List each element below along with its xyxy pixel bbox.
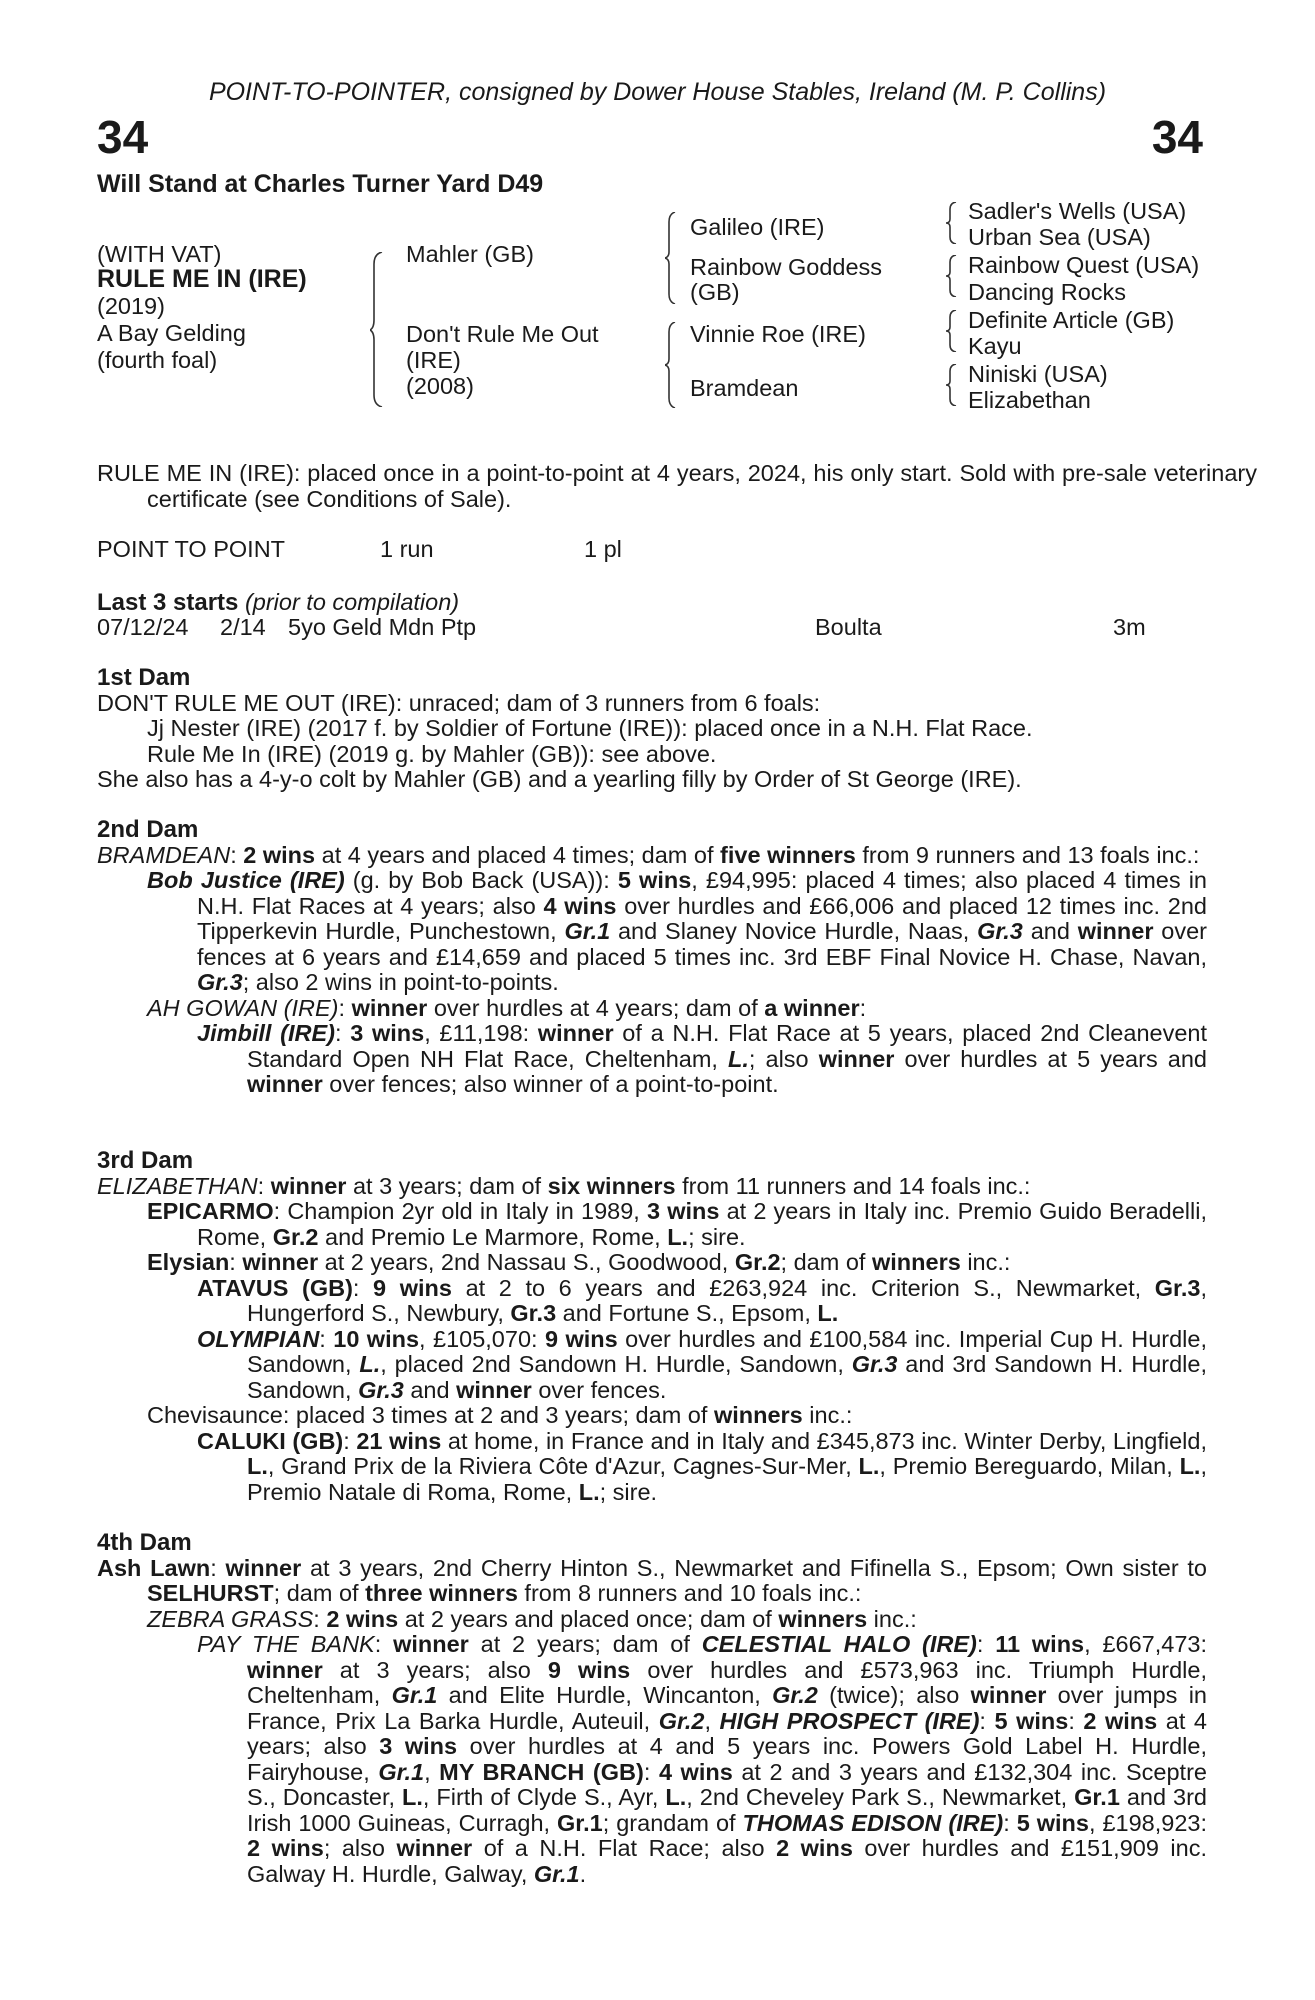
text: : [257,1172,271,1199]
atavus-entry [197,1276,1207,1327]
wins: 10 wins [333,1325,420,1352]
winner: winner [351,994,428,1021]
first-dam-title: 1st Dam [97,664,191,691]
winner: winner [396,1835,473,1861]
wins: 2 wins [247,1835,324,1861]
winner: winner [393,1631,469,1657]
wins: 9 wins [547,1656,631,1683]
wins: 21 wins [356,1427,442,1454]
text: at 4 years and placed 4 times; dam of [315,841,721,868]
text: at 4 years; also [247,1707,1207,1759]
horse: HIGH PROSPECT (IRE) [719,1707,980,1734]
ancestor-6: Kayu [968,333,1022,359]
horse-year: (2019) [97,293,165,319]
horse: Jimbill (IRE) [197,1020,335,1046]
grade: L. [578,1478,600,1505]
ancestor-2: Urban Sea (USA) [968,224,1151,250]
grade: L. [667,1223,689,1250]
grade: Gr.2 [658,1707,705,1734]
wins: 11 wins [995,1631,1085,1657]
text: : [313,1605,327,1632]
sire-sire: Galileo (IRE) [690,214,825,240]
text: Chevisaunce: placed 3 times at 2 and 3 years; dam of [147,1402,714,1428]
winner: winner [225,1554,302,1581]
text: : [374,1631,394,1657]
text: and 3rd Irish 1000 Guineas, Curragh, [247,1784,1207,1836]
text: : [343,1427,357,1454]
g-brace-4 [946,364,958,406]
start-distance: 3m [1113,614,1146,640]
second-dam-title: 2nd Dam [97,816,199,843]
horse-description: A Bay Gelding [97,320,246,346]
grade: L. [402,1784,423,1810]
text: , £105,070: [419,1325,545,1352]
wins: 9 wins [544,1325,618,1352]
winners: winners [871,1249,961,1275]
ancestor-4: Dancing Rocks [968,279,1127,305]
text: at 2 years, 2nd Nassau S., Goodwood, [318,1249,735,1275]
text: ; also 2 wins in point-to-points. [242,969,559,995]
text: over fences. [531,1376,667,1403]
last-starts-title: Last 3 starts [97,589,239,616]
text: ; dam of [273,1580,366,1606]
wins: 3 wins [379,1733,458,1759]
text: : [229,1249,243,1275]
wins: 5 wins [994,1707,1069,1734]
text: , Firth of Clyde S., Ayr, [422,1784,666,1810]
start-race: 5yo Geld Mdn Ptp [288,614,477,640]
text: of a N.H. Flat Race at 5 years, placed 2nd Cleanevent Standard Open NH Flat Race, Cheltenham, [247,1020,1207,1072]
text: at home, in France and in Italy and £345,873 inc. Winter Derby, Lingfield, [441,1427,1207,1454]
chevisaunce-entry [147,1403,1207,1429]
vat-note: (WITH VAT) [97,241,222,267]
wins: 3 wins [646,1198,720,1224]
text: and Slaney Novice Hurdle, Naas, [610,918,978,944]
text: ; sire. [599,1478,658,1505]
text: over hurdles and £100,584 inc. Imperial Cup H. Hurdle, Sandown, [247,1325,1208,1377]
text: over hurdles at 5 years and [894,1045,1207,1072]
ancestor-5: Definite Article (GB) [968,307,1175,333]
p2p-label: POINT TO POINT [97,536,286,562]
elysian-entry [147,1250,1207,1276]
text: . [579,1860,587,1887]
first-dam-produce-1: Jj Nester (IRE) (2017 f. by Soldier of Fortune (IRE)): placed once in a N.H. Flat Race. [147,715,1033,741]
horse: SELHURST [147,1580,274,1606]
text: : [976,1631,996,1657]
text: , 2nd Cheveley Park S., Newmarket, [686,1784,1075,1810]
text: (g. by Bob Back (USA)): [344,867,618,893]
text: over jumps in France, Prix La Barka Hurdle, Auteuil, [247,1682,1207,1734]
winner: winner [1077,918,1154,944]
fourth-dam-section [97,1530,1207,1887]
pay-the-bank-entry [197,1632,1207,1887]
caluki-entry [197,1429,1207,1506]
olympian-entry [197,1327,1207,1404]
text: over hurdles at 4 and 5 years inc. Powers Gold Label H. Hurdle, Fairyhouse, [247,1733,1207,1785]
jimbill-entry [197,1021,1207,1098]
text: inc.: [960,1249,1011,1275]
wins: 2 wins [1083,1707,1158,1734]
text: and 3rd Sandown H. Hurdle, Sandown, [247,1351,1207,1403]
winners: five winners [720,841,856,868]
horse: ATAVUS (GB) [197,1274,353,1301]
winner: winner [456,1376,532,1403]
text: at 3 years, 2nd Cherry Hinton S., Newmarket and Fifinella S., Epsom; Own sister to [301,1554,1207,1581]
foal-note: (fourth foal) [97,347,218,373]
grade: Gr.3 [977,918,1023,944]
first-dam-line: DON'T RULE ME OUT (IRE): unraced; dam of 3 runners from 6 foals: [97,689,821,716]
p2p-runs: 1 run [380,536,434,562]
pedigree-table [0,200,1315,420]
horse: EPICARMO [147,1198,274,1224]
text: at 2 years; dam of [468,1631,702,1657]
grade: Gr.3 [197,969,243,995]
text: , £11,198: [424,1020,538,1046]
horse: CELESTIAL HALO (IRE) [701,1631,977,1657]
grade: L. [1179,1453,1201,1479]
pedigree-brace [370,252,384,407]
text: over fences at 6 years and £14,659 and placed 5 times inc. 3rd EBF Final Novice H. Chase, Navan, [197,918,1208,970]
winner: winner [970,1682,1047,1708]
wins: 5 wins [617,867,692,893]
winners: winners [713,1402,803,1428]
dam-brace [665,322,677,408]
text: of a N.H. Flat Race; also [472,1835,777,1861]
text: : [859,994,867,1021]
text: and [1022,918,1078,944]
winners: six winners [547,1172,676,1199]
dam-name-line2: (IRE) [406,347,461,373]
winner: winner [270,1172,347,1199]
g-brace-3 [946,310,958,352]
text: (twice); also [817,1682,971,1708]
grade: L. [817,1300,839,1326]
wins: 9 wins [373,1274,452,1301]
wins: 3 wins [350,1020,425,1046]
text: from 9 runners and 13 foals inc.: [855,841,1200,868]
fourth-dam-title: 4th Dam [97,1529,192,1556]
dam-name: Ash Lawn [97,1554,211,1581]
grade: L. [728,1045,749,1072]
winner: winner [818,1045,895,1072]
horse: CALUKI (GB) [197,1427,344,1454]
winner: winner [247,1071,323,1097]
grade: L. [359,1351,381,1377]
last-starts-heading [97,590,459,616]
text: : [352,1274,374,1301]
text: ; grandam of [602,1809,743,1836]
text: at 2 years and placed once; dam of [398,1605,779,1632]
grade: Gr.1 [391,1682,438,1708]
text: : [210,1554,226,1581]
sire-dam-line1: Rainbow Goddess [690,254,883,280]
first-dam-section [97,665,1207,793]
text: : [643,1758,659,1785]
grade: Gr.1 [564,918,611,944]
dam-dam: Bramdean [690,375,799,401]
text: ; dam of [780,1249,872,1275]
lot-number-right: 34 [1151,111,1203,163]
text: at 2 years in Italy inc. Premio Guido Beradelli, Rome, [197,1198,1207,1250]
text: , Hungerford S., Newbury, [247,1274,1207,1326]
wins: 4 wins [543,892,617,919]
race-summary: RULE ME IN (IRE): placed once in a point-to-point at 4 years, 2024, his only start. Sold with pre-sale veterinary certificate (see Conditions of Sale). [97,460,1257,512]
second-dam-section [97,817,1207,1098]
text: , [704,1707,720,1734]
text: : [230,841,244,868]
text: over hurdles and £573,963 inc. Triumph Hurdle, Cheltenham, [247,1656,1207,1708]
text: over hurdles at 4 years; dam of [427,994,765,1021]
stand-location: Will Stand at Charles Turner Yard D49 [97,170,544,198]
grade: Gr.1 [378,1758,425,1785]
text: inc.: [867,1605,917,1632]
lot-number-left: 34 [97,111,149,163]
dam-name: ELIZABETHAN [97,1172,258,1199]
dam-name-line3: (2008) [406,373,474,399]
grade: Gr.3 [358,1376,404,1403]
grade: Gr.1 [557,1809,603,1836]
text: at 3 years; also [322,1656,548,1683]
text: , Premio Bereguardo, Milan, [879,1453,1180,1479]
dam-name: BRAMDEAN [97,841,231,868]
winners: three winners [365,1580,518,1606]
winner: winner [537,1020,614,1046]
horse: ZEBRA GRASS [147,1605,314,1632]
sire-name: Mahler (GB) [406,241,534,267]
text: , placed 2nd Sandown H. Hurdle, Sandown, [380,1351,852,1377]
grade: Gr.1 [1074,1784,1120,1810]
wins: 2 wins [326,1605,399,1632]
wins: 2 wins [776,1835,853,1861]
ancestor-7: Niniski (USA) [968,361,1108,387]
first-dam-produce-2: Rule Me In (IRE) (2019 g. by Mahler (GB)): see above. [147,740,717,767]
text: at 2 and 3 years and £132,304 inc. Sceptre S., Doncaster, [247,1758,1207,1810]
horse: THOMAS EDISON (IRE) [742,1809,1004,1836]
horse: PAY THE BANK [197,1631,375,1657]
grade: Gr.2 [272,1223,319,1250]
epicarmo-entry [147,1199,1207,1250]
winner: winner [247,1656,323,1683]
text: : [319,1325,334,1352]
ash-lawn-entry [97,1556,1207,1607]
text: , £667,473: [1084,1631,1208,1657]
dam-name-line1: Don't Rule Me Out [406,321,599,347]
text: and Premio Le Marmore, Rome, [318,1223,668,1250]
grade: Gr.2 [772,1682,818,1708]
ah-gowan-entry [147,996,1207,1022]
grade: Gr.3 [851,1351,898,1377]
grade: Gr.2 [734,1249,781,1275]
text: : [338,994,352,1021]
wins: 2 wins [243,841,316,868]
text: from 11 runners and 14 foals inc.: [675,1172,1031,1199]
ancestor-1: Sadler's Wells (USA) [968,198,1187,224]
sire-dam-line2: (GB) [690,279,740,305]
horse-name: RULE ME IN (IRE) [97,265,307,293]
g-brace-2 [946,255,958,297]
text: : [1003,1809,1017,1836]
sire-brace [665,212,677,304]
grade: L. [665,1784,687,1810]
horse: OLYMPIAN [197,1325,320,1352]
dam-sire: Vinnie Roe (IRE) [690,321,866,347]
horse: MY BRANCH (GB) [439,1758,644,1785]
catalogue-header: POINT-TO-POINTER, consigned by Dower House Stables, Ireland (M. P. Collins) [208,78,1107,106]
ancestor-3: Rainbow Quest (USA) [968,252,1200,278]
horse: Elysian [147,1249,230,1275]
third-dam-title: 3rd Dam [97,1147,194,1174]
text: : Champion 2yr old in Italy in 1989, [273,1198,647,1224]
text: from 8 runners and 10 foals inc.: [517,1580,862,1606]
start-position: 2/14 [220,614,266,640]
horse: Bob Justice (IRE) [147,867,345,893]
p2p-placed: 1 pl [584,536,622,562]
wins: 5 wins [1016,1809,1089,1836]
grade: Gr.3 [1154,1274,1201,1301]
winner: winner [242,1249,319,1275]
elizabethan-entry [97,1174,1207,1200]
text: and Elite Hurdle, Wincanton, [437,1682,773,1708]
g-brace-1 [946,202,958,244]
text: ; also [748,1045,819,1072]
text: inc.: [802,1402,853,1428]
winners: winners [778,1605,868,1632]
text: , Premio Natale di Roma, Rome, [247,1453,1207,1505]
text: and [403,1376,457,1403]
text: ; sire. [688,1223,746,1250]
text: over hurdles and £66,006 and placed 12 times inc. 2nd Tipperkevin Hurdle, Punchestown, [197,892,1207,944]
first-dam-note: She also has a 4-y-o colt by Mahler (GB) and a yearling filly by Order of St George (IRE). [97,766,1022,792]
third-dam-section [97,1148,1207,1505]
bramdean-entry [97,843,1207,869]
text: : [334,1020,351,1046]
wins: 4 wins [658,1758,733,1785]
text: at 2 to 6 years and £263,924 inc. Criterion S., Newmarket, [451,1274,1155,1301]
start-date: 07/12/24 [97,614,189,640]
text: and Fortune S., Epsom, [556,1300,818,1326]
last-starts-note: (prior to compilation) [244,589,460,615]
grade: Gr.3 [510,1300,557,1326]
start-course: Boulta [815,614,882,640]
winner: a winner [764,994,860,1021]
zebra-grass-entry [147,1607,1207,1633]
grade: Gr.1 [533,1860,580,1887]
text: , £94,995: placed 4 times; also placed 4 times in N.H. Flat Races at 4 years; also [197,867,1207,919]
text: over fences; also winner of a point-to-point. [322,1071,779,1097]
text: , Grand Prix de la Riviera Côte d'Azur, Cagnes-Sur-Mer, [267,1453,859,1479]
text: ; also [323,1835,397,1861]
text: , [424,1758,440,1785]
ancestor-8: Elizabethan [968,387,1091,413]
grade: L. [858,1453,880,1479]
text: at 3 years; dam of [346,1172,548,1199]
text: : [1068,1707,1084,1734]
text: , £198,923: [1088,1809,1208,1836]
text: over hurdles and £151,909 inc. Galway H. Hurdle, Galway, [247,1835,1207,1887]
bob-justice-entry [147,868,1207,996]
text: : [979,1707,995,1734]
horse: AH GOWAN (IRE) [147,994,339,1021]
grade: L. [247,1453,268,1479]
